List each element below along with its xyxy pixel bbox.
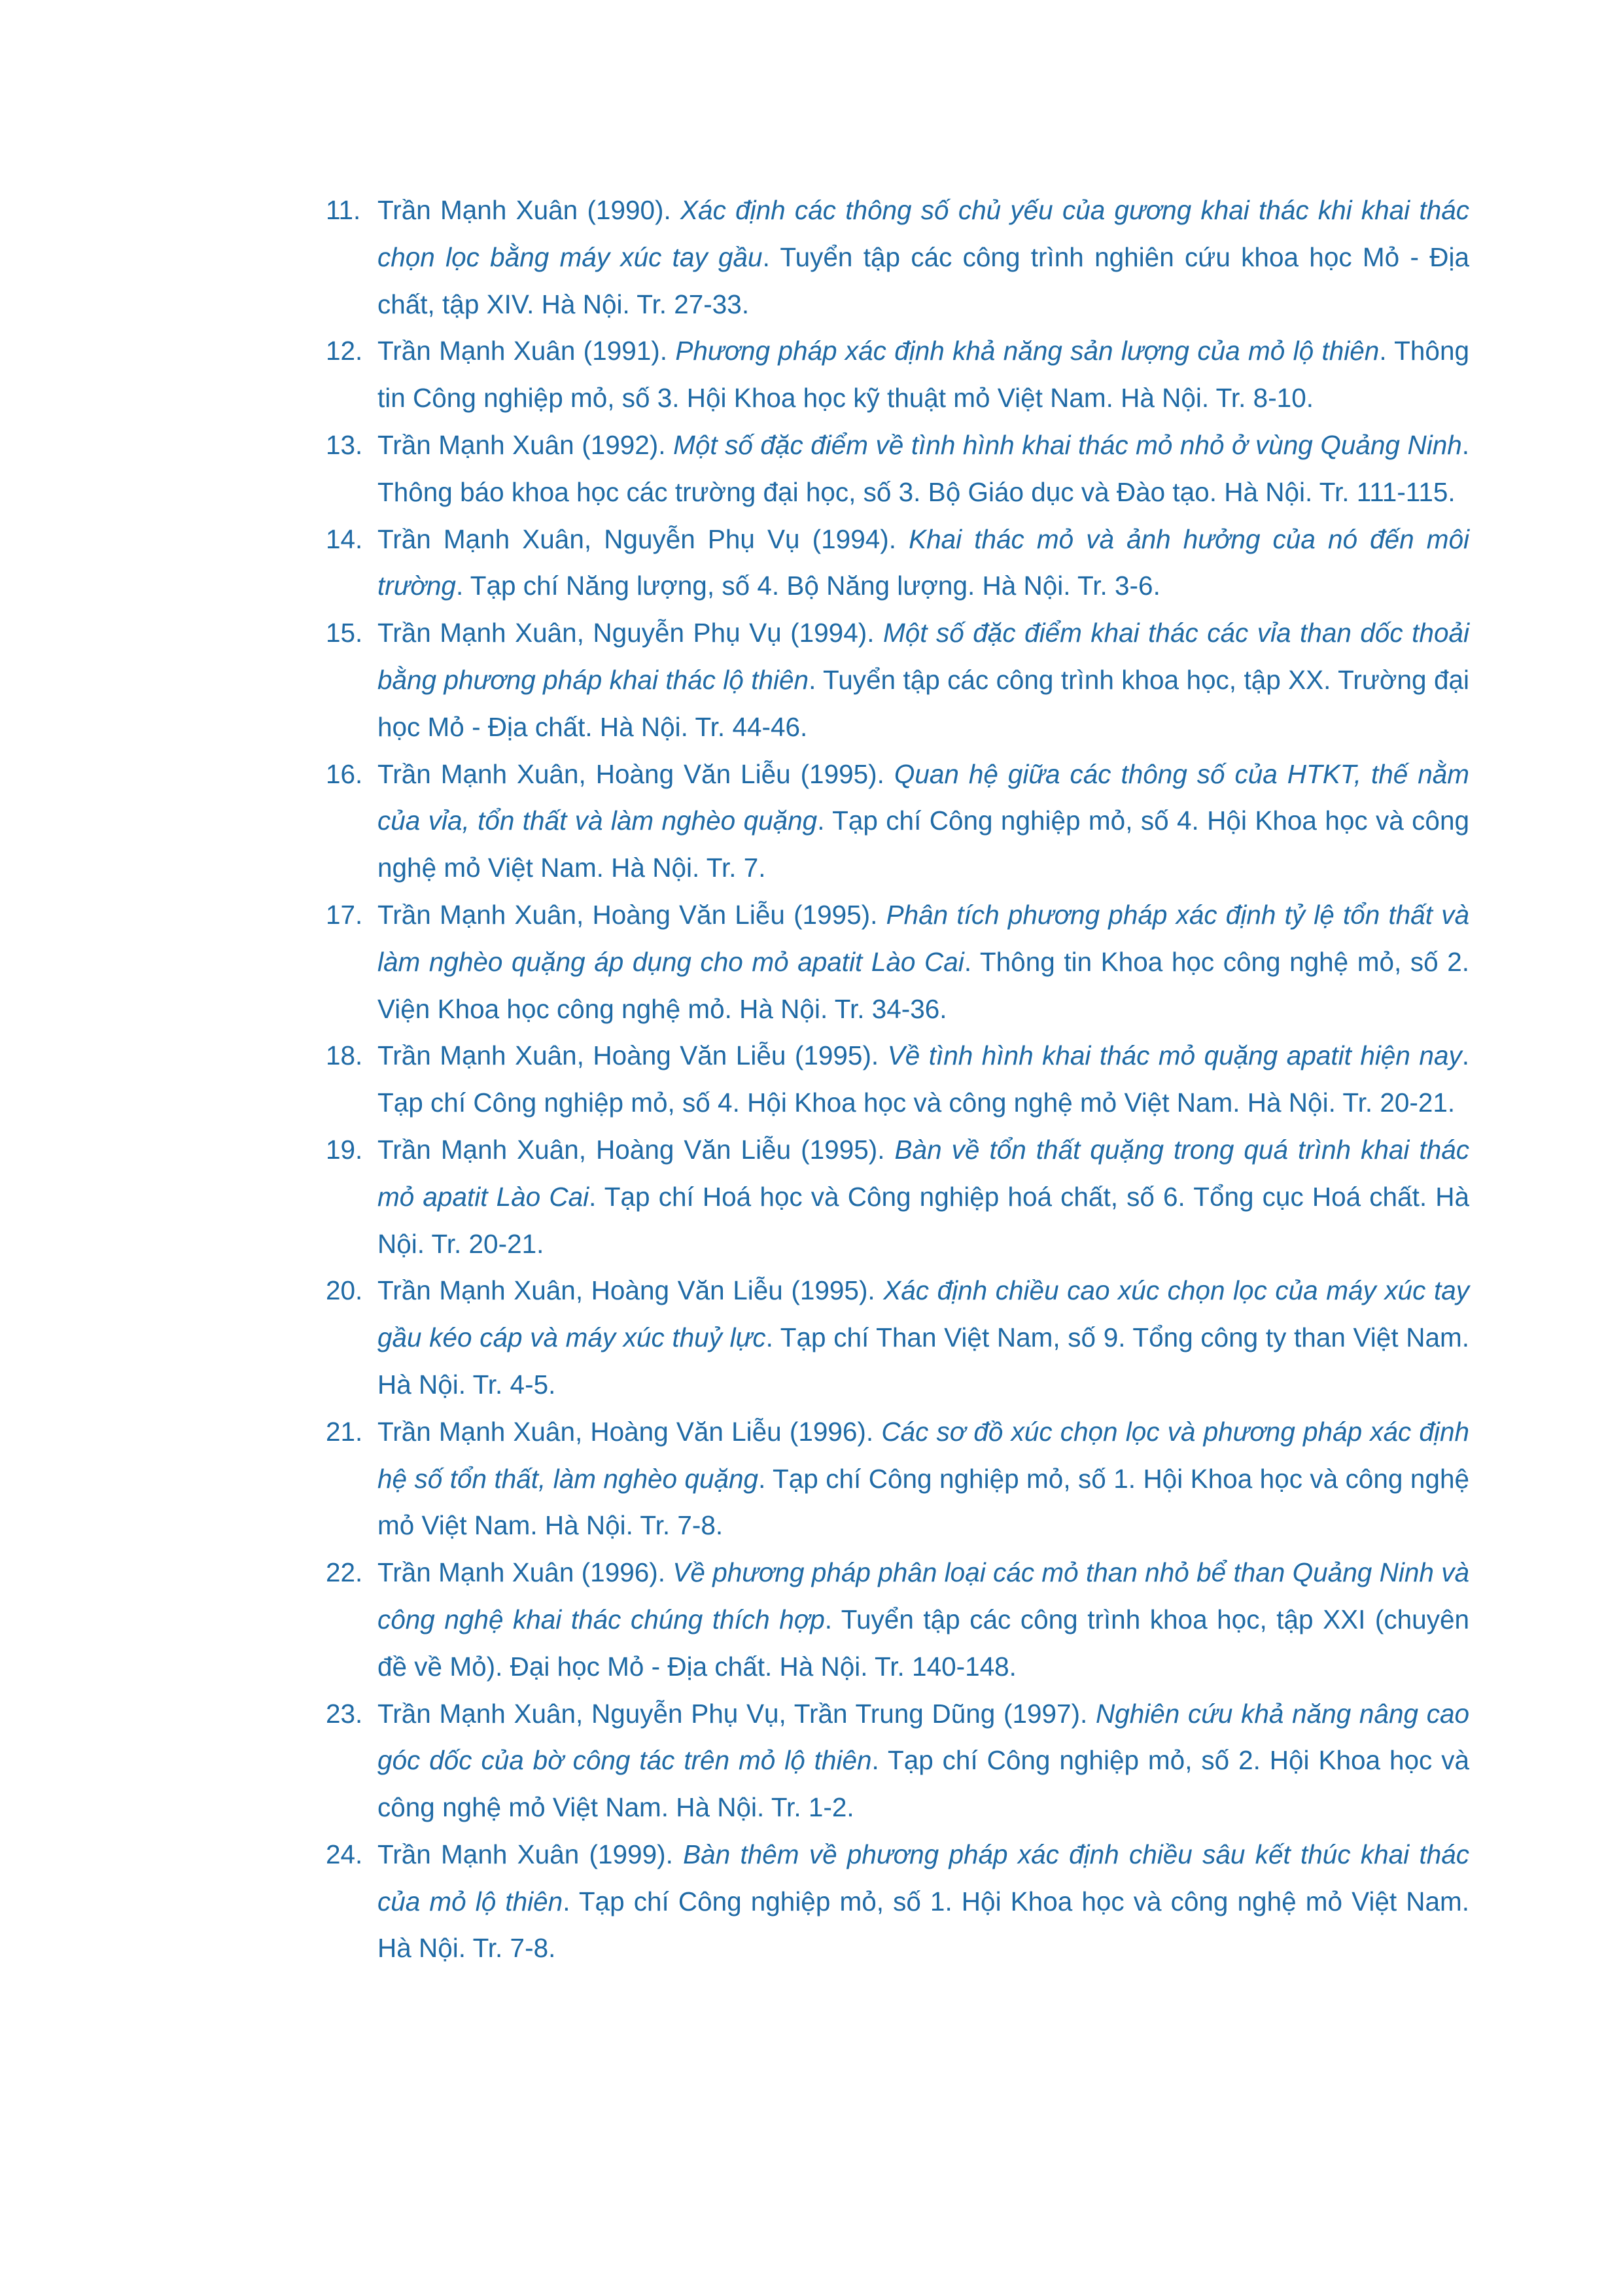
reference-authors: Trần Mạnh Xuân (1999).	[377, 1839, 684, 1869]
reference-title: Bàn thêm về phương pháp xác định chiều sâu kết thúc khai thác của mỏ lộ thiên	[377, 1839, 1469, 1916]
reference-number: 17.	[326, 899, 363, 930]
reference-source: . Tạp chí Công nghiệp mỏ, số 1. Hội Khoa học và công nghệ mỏ Việt Nam. Hà Nội. Tr. 7-8.	[377, 1463, 1469, 1541]
reference-item	[326, 751, 1469, 892]
reference-number: 18.	[326, 1040, 363, 1071]
reference-title: Xác định các thông số chủ yếu của gương khai thác khi khai thác chọn lọc bằng máy xúc tay gầu	[377, 195, 1469, 272]
reference-title: Phương pháp xác định khả năng sản lượng của mỏ lộ thiên	[675, 336, 1380, 366]
reference-title: Nghiên cứu khả năng nâng cao góc dốc của bờ công tác trên mỏ lộ thiên	[377, 1698, 1469, 1776]
reference-authors: Trần Mạnh Xuân, Hoàng Văn Liễu (1995).	[377, 1134, 895, 1165]
reference-item	[326, 422, 1469, 516]
reference-number: 21.	[326, 1416, 363, 1447]
reference-authors: Trần Mạnh Xuân, Hoàng Văn Liễu (1995).	[377, 758, 894, 789]
reference-authors: Trần Mạnh Xuân, Hoàng Văn Liễu (1995).	[377, 899, 886, 930]
reference-item	[326, 1691, 1469, 1831]
reference-authors: Trần Mạnh Xuân, Nguyễn Phụ Vụ (1994).	[377, 618, 883, 648]
reference-item	[326, 328, 1469, 422]
reference-item	[326, 1033, 1469, 1127]
reference-authors: Trần Mạnh Xuân (1991).	[377, 336, 676, 366]
reference-source: . Tạp chí Hoá học và Công nghiệp hoá chất, số 6. Tổng cục Hoá chất. Hà Nội. Tr. 20-21.	[377, 1181, 1470, 1259]
reference-authors: Trần Mạnh Xuân, Hoàng Văn Liễu (1996).	[377, 1416, 882, 1447]
reference-authors: Trần Mạnh Xuân, Hoàng Văn Liễu (1995).	[377, 1040, 888, 1071]
reference-title: Bàn về tổn thất quặng trong quá trình khai thác mỏ apatit Lào Cai	[377, 1134, 1470, 1212]
reference-source: . Tạp chí Than Việt Nam, số 9. Tổng công ty than Việt Nam. Hà Nội. Tr. 4-5.	[377, 1322, 1469, 1400]
reference-source: . Thông tin Khoa học công nghệ mỏ, số 2. Viện Khoa học công nghệ mỏ. Hà Nội. Tr. 34-36.	[377, 946, 1469, 1024]
reference-title: Một số đặc điểm về tình hình khai thác mỏ nhỏ ở vùng Quảng Ninh	[673, 429, 1462, 460]
reference-authors: Trần Mạnh Xuân, Nguyễn Phụ Vụ, Trần Trung Dũng (1997).	[377, 1698, 1096, 1729]
reference-number: 23.	[326, 1698, 363, 1729]
reference-item	[326, 1267, 1469, 1408]
reference-title: Về tình hình khai thác mỏ quặng apatit hiện nay	[887, 1040, 1462, 1071]
reference-authors: Trần Mạnh Xuân (1990).	[377, 195, 681, 225]
reference-title: Một số đặc điểm khai thác các vỉa than dốc thoải bằng phương pháp khai thác lộ thiên	[377, 618, 1470, 695]
reference-authors: Trần Mạnh Xuân (1996).	[377, 1557, 673, 1588]
reference-title: Về phương pháp phân loại các mỏ than nhỏ bể than Quảng Ninh và công nghệ khai thác chúng thích hợp	[377, 1557, 1469, 1634]
reference-number: 14.	[326, 523, 363, 554]
reference-number: 13.	[326, 429, 363, 460]
reference-item	[326, 892, 1469, 1033]
reference-source: . Tạp chí Công nghiệp mỏ, số 4. Hội Khoa học và công nghệ mỏ Việt Nam. Hà Nội. Tr. 7.	[377, 805, 1469, 883]
reference-item	[326, 187, 1469, 328]
reference-title: Xác định chiều cao xúc chọn lọc của máy xúc tay gầu kéo cáp và máy xúc thuỷ lực	[377, 1275, 1469, 1353]
reference-number: 15.	[326, 618, 363, 648]
reference-source: . Tạp chí Năng lượng, số 4. Bộ Năng lượng. Hà Nội. Tr. 3-6.	[455, 571, 1161, 601]
reference-number: 16.	[326, 758, 363, 789]
reference-item	[326, 1409, 1469, 1549]
reference-number: 24.	[326, 1839, 363, 1869]
reference-number: 19.	[326, 1134, 363, 1165]
reference-source: . Tạp chí Công nghiệp mỏ, số 1. Hội Khoa học và công nghệ mỏ Việt Nam. Hà Nội. Tr. 7-8.	[377, 1886, 1469, 1964]
reference-title: Khai thác mỏ và ảnh hưởng của nó đến môi trường	[377, 523, 1470, 601]
reference-source: . Tạp chí Công nghiệp mỏ, số 4. Hội Khoa học và công nghệ mỏ Việt Nam. Hà Nội. Tr. 20-21.	[377, 1040, 1469, 1118]
reference-source: . Tuyển tập các công trình nghiên cứu khoa học Mỏ - Địa chất, tập XIV. Hà Nội. Tr. 27-33.	[377, 241, 1469, 319]
reference-number: 12.	[326, 336, 363, 366]
reference-authors: Trần Mạnh Xuân, Nguyễn Phụ Vụ (1994).	[377, 523, 909, 554]
reference-item	[326, 1127, 1469, 1267]
reference-source: . Thông báo khoa học các trường đại học, số 3. Bộ Giáo dục và Đào tạo. Hà Nội. Tr. 111-115.	[377, 429, 1470, 507]
reference-source: . Thông tin Công nghiệp mỏ, số 3. Hội Khoa học kỹ thuật mỏ Việt Nam. Hà Nội. Tr. 8-10.	[377, 336, 1470, 414]
reference-list	[326, 187, 1469, 1972]
reference-number: 20.	[326, 1275, 363, 1306]
reference-item	[326, 516, 1469, 610]
reference-source: . Tuyển tập các công trình khoa học, tập XXI (chuyên đề về Mỏ). Đại học Mỏ - Địa chất. Hà Nội. Tr. 140-148.	[377, 1604, 1469, 1682]
reference-item	[326, 1831, 1469, 1972]
reference-number: 22.	[326, 1557, 363, 1588]
reference-title: Các sơ đồ xúc chọn lọc và phương pháp xác định hệ số tổn thất, làm nghèo quặng	[377, 1416, 1470, 1494]
reference-number: 11.	[326, 195, 361, 225]
reference-authors: Trần Mạnh Xuân (1992).	[377, 429, 674, 460]
reference-authors: Trần Mạnh Xuân, Hoàng Văn Liễu (1995).	[377, 1275, 884, 1306]
reference-item	[326, 1549, 1469, 1690]
reference-source: . Tạp chí Công nghiệp mỏ, số 2. Hội Khoa học và công nghệ mỏ Việt Nam. Hà Nội. Tr. 1-2.	[377, 1745, 1469, 1823]
reference-title: Quan hệ giữa các thông số của HTKT, thế nằm của vỉa, tổn thất và làm nghèo quặng	[377, 758, 1469, 836]
reference-item	[326, 610, 1469, 751]
reference-source: . Tuyển tập các công trình khoa học, tập XX. Trường đại học Mỏ - Địa chất. Hà Nội. Tr. 44-46.	[377, 664, 1469, 742]
reference-title: Phân tích phương pháp xác định tỷ lệ tổn thất và làm nghèo quặng áp dụng cho mỏ apatit Lào Cai	[377, 899, 1469, 977]
